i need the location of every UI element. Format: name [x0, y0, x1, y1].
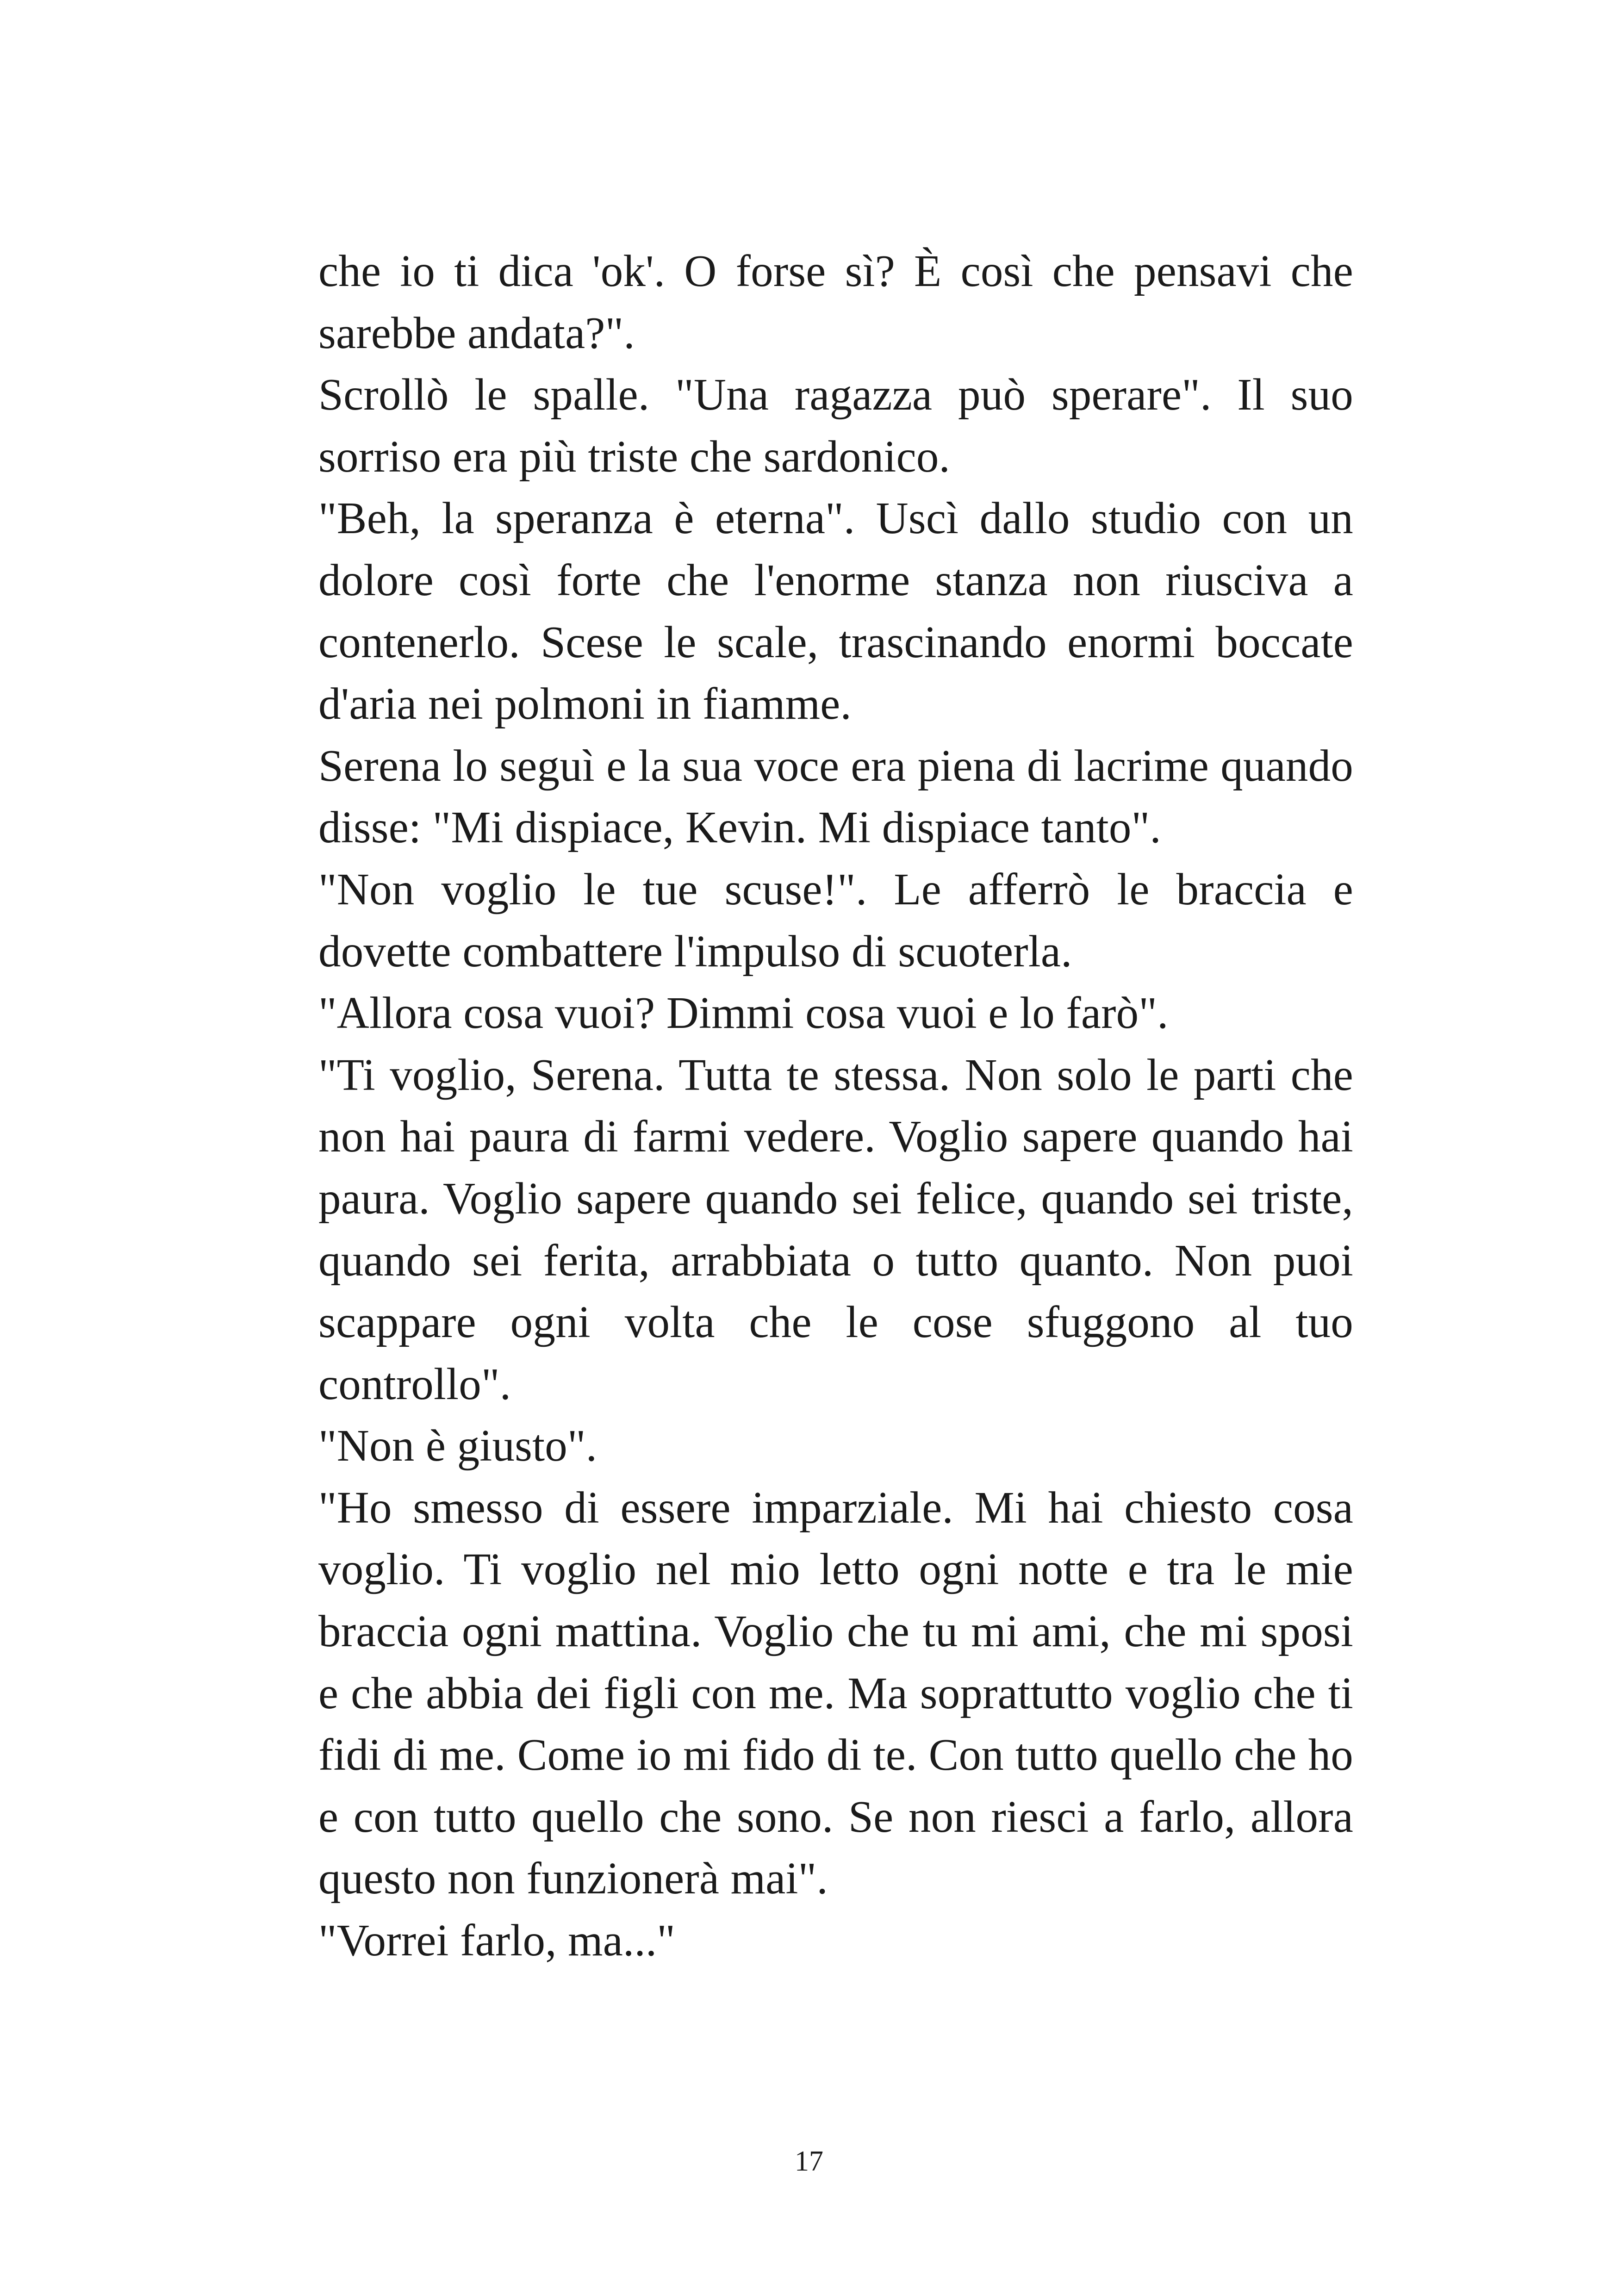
page-number: 17: [795, 2146, 823, 2177]
paragraph: "Beh, la speranza è eterna". Uscì dallo studio con un dolore così forte che l'enorme stanza non riusciva a contenerlo. Scese le scale, trascinando enormi boccate d'aria nei polmoni in fiamme.: [318, 493, 1353, 729]
paragraph: "Non è giusto".: [318, 1421, 597, 1471]
paragraph: Scrollò le spalle. "Una ragazza può sperare". Il suo sorriso era più triste che sardonico.: [318, 370, 1353, 481]
paragraph: "Vorrei farlo, ma...": [318, 1916, 676, 1966]
paragraph: "Ti voglio, Serena. Tutta te stessa. Non solo le parti che non hai paura di farmi vedere. Voglio sapere quando hai paura. Voglio sapere quando sei felice, quando sei triste, quando sei ferita, arrabbiata o tutto quanto. Non puoi scappare ogni volta che le cose sfuggono al tuo controllo".: [318, 1050, 1353, 1409]
paragraph: che io ti dica 'ok'. O forse sì? È così che pensavi che sarebbe andata?".: [318, 246, 1353, 358]
paragraph: "Allora cosa vuoi? Dimmi cosa vuoi e lo farò".: [318, 988, 1169, 1038]
paragraph: Serena lo seguì e la sua voce era piena di lacrime quando disse: "Mi dispiace, Kevin. Mi dispiace tanto".: [318, 740, 1353, 852]
body-text: [318, 240, 1353, 1972]
paragraph: "Ho smesso di essere imparziale. Mi hai chiesto cosa voglio. Ti voglio nel mio letto ogni notte e tra le mie braccia ogni mattina. Voglio che tu mi ami, che mi sposi e che abbia dei figli con me. Ma soprattutto voglio che ti fidi di me. Come io mi fido di te. Con tutto quello che ho e con tutto quello che sono. Se non riesci a farlo, allora questo non funzionerà mai".: [318, 1482, 1353, 1904]
paragraph: "Non voglio le tue scuse!". Le afferrò le braccia e dovette combattere l'impulso di scuoterla.: [318, 864, 1353, 976]
